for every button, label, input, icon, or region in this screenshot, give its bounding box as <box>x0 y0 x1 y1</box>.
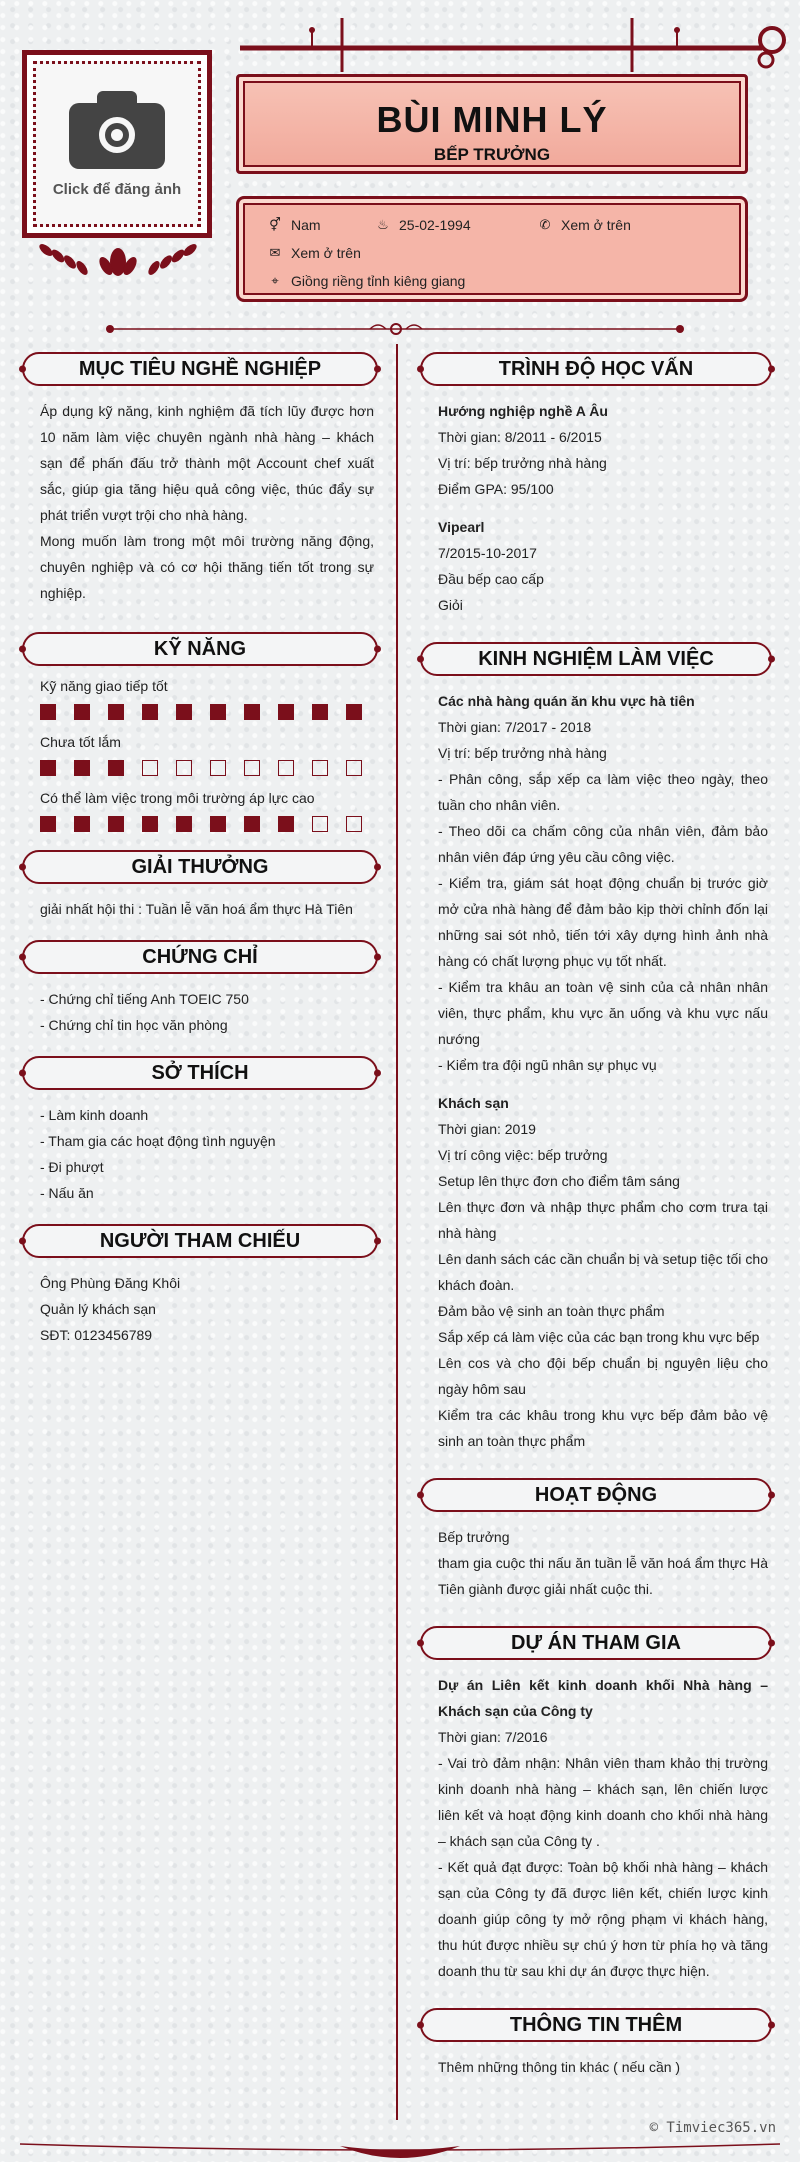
hobby-item[interactable]: - Đi phượt <box>40 1159 104 1175</box>
skill-level-box <box>108 816 124 832</box>
references-heading[interactable]: NGƯỜI THAM CHIẾU <box>22 1224 378 1258</box>
gender-icon: ⚥ <box>269 217 281 232</box>
candidate-name[interactable]: BÙI MINH LÝ <box>376 99 608 140</box>
awards-section <box>22 850 378 922</box>
phone-row[interactable] <box>537 217 631 233</box>
education-line[interactable]: 7/2015-10-2017 <box>438 545 537 561</box>
skill-rating[interactable] <box>22 816 378 832</box>
hobby-item[interactable]: - Nấu ăn <box>40 1185 94 1201</box>
reference-line[interactable]: Ông Phùng Đăng Khôi <box>40 1275 181 1291</box>
name-board <box>236 74 748 174</box>
skill-level-box <box>74 816 90 832</box>
skill-rating[interactable] <box>22 760 378 776</box>
column-divider <box>396 344 398 2120</box>
job-title[interactable]: BẾP TRƯỞNG <box>433 145 551 164</box>
header-hanger <box>232 18 792 78</box>
skill-level-box <box>346 704 362 720</box>
education-line[interactable]: Điểm GPA: 95/100 <box>438 481 554 497</box>
project-line[interactable]: - Vai trò đảm nhận: Nhân viên tham khảo thị trường kinh doanh nhà hàng – khách sạn, lên chiến lược liên kết và hoạt động kinh doanh cho khối nhà hàng – khách sạn của Công ty . <box>438 1755 768 1849</box>
address-row[interactable] <box>267 273 465 289</box>
more-info-text[interactable]: Thêm những thông tin khác ( nếu cần ) <box>438 2059 681 2075</box>
skill-level-box <box>176 704 192 720</box>
activities-heading[interactable]: HOẠT ĐỘNG <box>420 1478 772 1512</box>
skill-level-box <box>244 760 260 776</box>
bottom-ornament <box>0 2140 800 2162</box>
experience-line[interactable]: Thời gian: 2019 <box>438 1121 536 1137</box>
skill-rating[interactable] <box>22 704 378 720</box>
experience-section <box>420 642 772 1454</box>
education-heading[interactable]: TRÌNH ĐỘ HỌC VẤN <box>420 352 772 386</box>
skill-label[interactable]: Có thể làm việc trong môi trường áp lực cao <box>40 790 315 806</box>
birthday-value: 25-02-1994 <box>399 217 471 233</box>
experience-company[interactable]: Khách sạn <box>438 1095 509 1111</box>
skill-level-box <box>210 816 226 832</box>
references-section <box>22 1224 378 1348</box>
skill-level-box <box>210 760 226 776</box>
skill-level-box <box>74 704 90 720</box>
gender-row[interactable] <box>267 217 321 233</box>
phone-value: Xem ở trên <box>561 217 631 233</box>
project-name[interactable]: Dự án Liên kết kinh doanh khối Nhà hàng – Khách sạn của Công ty <box>438 1677 768 1719</box>
skill-level-box <box>346 816 362 832</box>
experience-line[interactable]: - Phân công, sắp xếp ca làm việc theo ngày, theo tuần cho nhân viên. <box>438 771 768 813</box>
experience-line[interactable]: Vị trí: bếp trưởng nhà hàng <box>438 745 607 761</box>
skill-level-box <box>74 760 90 776</box>
skill-level-box <box>108 760 124 776</box>
phone-icon: ✆ <box>539 217 551 232</box>
photo-caption: Click để đăng ảnh <box>52 180 182 198</box>
skill-level-box <box>346 760 362 776</box>
gender-value: Nam <box>291 217 321 233</box>
objective-paragraph-2[interactable]: Mong muốn làm trong một môi trường năng động, chuyên nghiệp và có cơ hội thăng tiến tốt trong sự nghiệp. <box>40 533 374 601</box>
location-pin-icon: ⌖ <box>271 273 279 288</box>
experience-line[interactable]: Lên danh sách các cần chuẩn bị và setup tiệc tối cho khách đoàn. <box>438 1251 768 1293</box>
education-school[interactable]: Hướng nghiệp nghề A Âu <box>438 403 608 419</box>
birthday-cake-icon: ♨ <box>377 217 389 232</box>
projects-heading[interactable]: DỰ ÁN THAM GIA <box>420 1626 772 1660</box>
education-line[interactable]: Vị trí: bếp trưởng nhà hàng <box>438 455 607 471</box>
hobby-item[interactable]: - Tham gia các hoạt động tình nguyện <box>40 1133 276 1149</box>
experience-company[interactable]: Các nhà hàng quán ăn khu vực hà tiên <box>438 693 695 709</box>
left-column <box>22 352 378 1366</box>
education-line[interactable]: Đầu bếp cao cấp <box>438 571 544 587</box>
activity-line[interactable]: tham gia cuộc thi nấu ăn tuần lễ văn hoá ẩm thực Hà Tiên giành được giải nhất cuộc thi. <box>438 1555 768 1597</box>
camera-icon <box>69 91 165 171</box>
skill-level-box <box>142 760 158 776</box>
awards-heading[interactable]: GIẢI THƯỞNG <box>22 850 378 884</box>
skills-section <box>22 632 378 832</box>
skill-level-box <box>210 704 226 720</box>
skill-level-box <box>312 760 328 776</box>
hobbies-heading[interactable]: SỞ THÍCH <box>22 1056 378 1090</box>
experience-line[interactable]: Setup lên thực đơn cho điểm tâm sáng <box>438 1173 680 1189</box>
skill-level-box <box>278 816 294 832</box>
skill-label[interactable]: Chưa tốt lắm <box>40 734 121 750</box>
skill-level-box <box>40 760 56 776</box>
skill-level-box <box>108 704 124 720</box>
reference-line[interactable]: Quản lý khách sạn <box>40 1301 156 1317</box>
certificate-item[interactable]: - Chứng chỉ tin học văn phòng <box>40 1017 228 1033</box>
hobbies-section <box>22 1056 378 1206</box>
experience-line[interactable]: - Kiểm tra, giám sát hoạt động chuẩn bị trước giờ mở cửa nhà hàng để đảm bảo kịp thời chỉnh đốn lại những sai sót nhỏ, tiến tới xây dựng hình ảnh nhà hàng có chất lượng phục vụ tốt nhất. <box>438 875 768 969</box>
experience-line[interactable]: Lên cos và cho đội bếp chuẩn bị nguyên liệu cho ngày hôm sau <box>438 1355 768 1397</box>
scroll-divider <box>100 322 690 336</box>
skill-level-box <box>278 760 294 776</box>
projects-section <box>420 1626 772 1984</box>
education-line[interactable]: Thời gian: 8/2011 - 6/2015 <box>438 429 602 445</box>
objective-section <box>22 352 378 606</box>
project-line[interactable]: Thời gian: 7/2016 <box>438 1729 548 1745</box>
email-value: Xem ở trên <box>291 245 361 261</box>
objective-heading[interactable]: MỤC TIÊU NGHỀ NGHIỆP <box>22 352 378 386</box>
skill-level-box <box>244 704 260 720</box>
experience-line[interactable]: Đảm bảo vệ sinh an toàn thực phẩm <box>438 1303 665 1319</box>
certificates-heading[interactable]: CHỨNG CHỈ <box>22 940 378 974</box>
more-info-section <box>420 2008 772 2080</box>
certificates-section <box>22 940 378 1038</box>
experience-line[interactable]: Vị trí công việc: bếp trưởng <box>438 1147 608 1163</box>
education-section <box>420 352 772 618</box>
reference-line[interactable]: SĐT: 0123456789 <box>40 1327 153 1343</box>
certificate-item[interactable]: - Chứng chỉ tiếng Anh TOEIC 750 <box>40 991 249 1007</box>
skills-list <box>22 678 378 832</box>
profile-photo-placeholder[interactable] <box>22 50 212 238</box>
experience-line[interactable]: - Kiểm tra đội ngũ nhân sự phục vụ <box>438 1057 657 1073</box>
experience-line[interactable]: Kiểm tra các khâu trong khu vực bếp đảm bảo vệ sinh an toàn thực phẩm <box>438 1407 768 1449</box>
more-info-heading[interactable]: THÔNG TIN THÊM <box>420 2008 772 2042</box>
contact-info-board <box>236 196 748 302</box>
activity-line[interactable]: Bếp trưởng <box>438 1529 510 1545</box>
skill-level-box <box>176 760 192 776</box>
watermark: © Timviec365.vn <box>649 2120 776 2136</box>
experience-line[interactable]: Lên thực đơn và nhập thực phẩm cho cơm trưa tại nhà hàng <box>438 1199 768 1241</box>
awards-text[interactable]: giải nhất hội thi : Tuần lễ văn hoá ẩm thực Hà Tiên <box>40 901 353 917</box>
right-column <box>420 352 772 2098</box>
laurel-ornament-icon <box>26 240 210 282</box>
project-line[interactable]: - Kết quả đạt được: Toàn bộ khối nhà hàng – khách sạn của Công ty đã được liên kết, chiến lược kinh doanh giúp công ty mở rộng phạm vi khách hàng, thu hút được nhiều sự chú ý hơn từ phía họ và tăng doanh thu từ sau khi dự án được thực hiện. <box>438 1859 768 1979</box>
skill-level-box <box>312 704 328 720</box>
skill-level-box <box>142 816 158 832</box>
activities-section <box>420 1478 772 1602</box>
skill-level-box <box>244 816 260 832</box>
skill-level-box <box>278 704 294 720</box>
email-icon: ✉ <box>269 245 281 260</box>
skill-level-box <box>40 816 56 832</box>
experience-line[interactable]: Thời gian: 7/2017 - 2018 <box>438 719 592 735</box>
experience-line[interactable]: Sắp xếp cá làm việc của các bạn trong khu vực bếp <box>438 1329 760 1345</box>
skill-level-box <box>40 704 56 720</box>
education-school[interactable]: Vipearl <box>438 519 485 535</box>
experience-line[interactable]: - Theo dõi ca chấm công của nhân viên, đảm bảo nhân viên đáp ứng yêu cầu công việc. <box>438 823 768 865</box>
address-value: Giồng riềng tỉnh kiêng giang <box>291 273 466 289</box>
skill-label[interactable]: Kỹ năng giao tiếp tốt <box>40 678 168 694</box>
skill-level-box <box>176 816 192 832</box>
objective-paragraph-1[interactable]: Áp dụng kỹ năng, kinh nghiệm đã tích lũy được hơn 10 năm làm việc chuyên ngành nhà hàng – khách sạn để phấn đấu trở thành một Account chef xuất sắc, giúp gia tăng hiệu quả công việc, thúc đẩy sự phát triển vượt trội cho nhà hàng. <box>40 403 374 523</box>
experience-line[interactable]: - Kiểm tra khâu an toàn vệ sinh của cả nhân nhân viên, thực phẩm, khu vực ăn uống và khu vực nấu nướng <box>438 979 768 1047</box>
email-row[interactable] <box>267 245 361 261</box>
skills-heading[interactable]: KỸ NĂNG <box>22 632 378 666</box>
hobby-item[interactable]: - Làm kinh doanh <box>40 1107 149 1123</box>
education-line[interactable]: Giỏi <box>438 597 463 613</box>
skill-level-box <box>312 816 328 832</box>
skill-level-box <box>142 704 158 720</box>
experience-heading[interactable]: KINH NGHIỆM LÀM VIỆC <box>420 642 772 676</box>
birthday-row[interactable] <box>375 217 471 233</box>
